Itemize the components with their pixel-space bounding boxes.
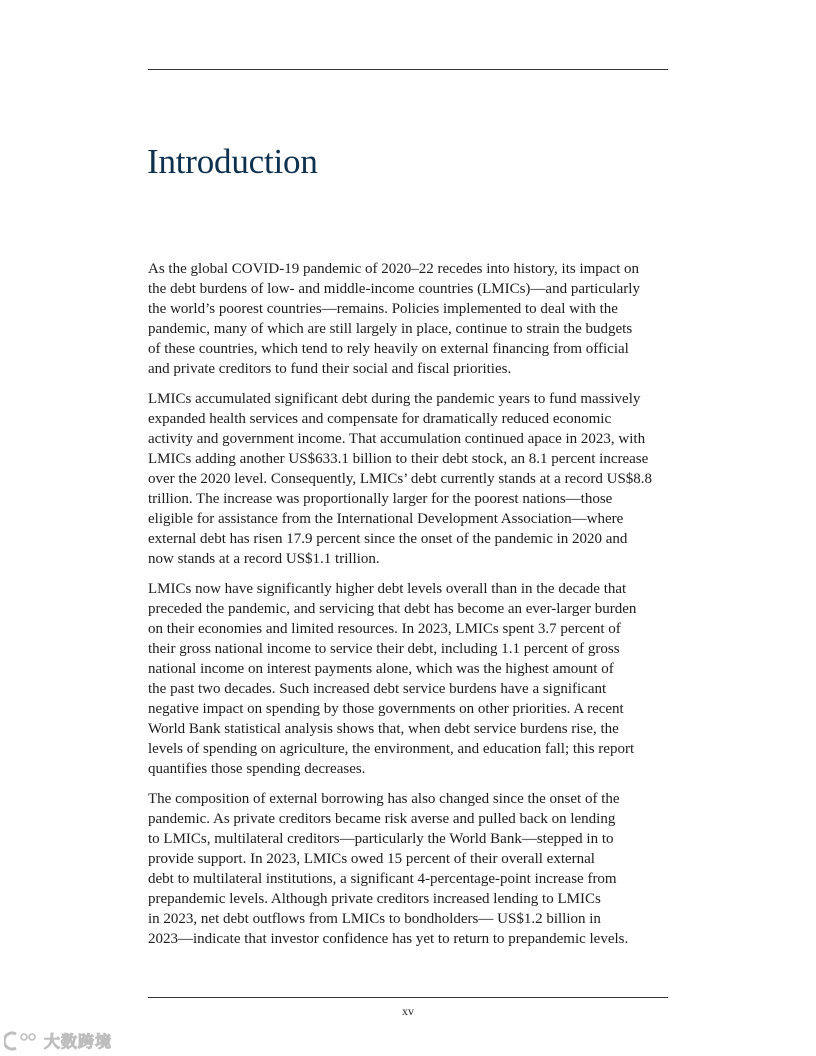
watermark (4, 1029, 112, 1052)
paragraph-line: eligible for assistance from the International Development Association—where (148, 511, 624, 527)
paragraph-line: on their economies and limited resources. In 2023, LMICs spent 3.7 percent of (148, 621, 621, 637)
paragraph-line: debt to multilateral institutions, a significant 4-percentage-point increase from (148, 871, 617, 887)
body-text (148, 259, 668, 959)
paragraph-line: and private creditors to fund their social and fiscal priorities. (148, 361, 512, 377)
paragraph-line: negative impact on spending by those governments on other priorities. A recent (148, 701, 624, 717)
watermark-logo-icon (4, 1031, 40, 1051)
paragraph-line: 2023—indicate that investor confidence has yet to return to prepandemic levels. (148, 931, 629, 947)
paragraph-line: levels of spending on agriculture, the environment, and education fall; this report (148, 741, 635, 757)
paragraph-line: LMICs accumulated significant debt during the pandemic years to fund massively (148, 391, 641, 407)
paragraph-line: now stands at a record US$1.1 trillion. (148, 551, 380, 567)
paragraph-line: LMICs now have significantly higher debt levels overall than in the decade that (148, 581, 627, 597)
paragraph-line: national income on interest payments alone, which was the highest amount of (148, 661, 614, 677)
paragraph-line: in 2023, net debt outflows from LMICs to bondholders— US$1.2 billion in (148, 911, 601, 927)
watermark-text: 大数跨境 (44, 1032, 113, 1051)
paragraph-line: the past two decades. Such increased debt service burdens have a significant (148, 681, 607, 697)
paragraph-4 (148, 789, 668, 949)
paragraph-line: external debt has risen 17.9 percent since the onset of the pandemic in 2020 and (148, 531, 628, 547)
paragraph-line: World Bank statistical analysis shows that, when debt service burdens rise, the (148, 721, 619, 737)
paragraph-line: the debt burdens of low- and middle-income countries (LMICs)—and particularly (148, 281, 640, 297)
paragraph-2 (148, 389, 668, 569)
top-rule (148, 69, 668, 70)
paragraph-line: their gross national income to service their debt, including 1.1 percent of gross (148, 641, 620, 657)
paragraph-line: LMICs adding another US$633.1 billion to their debt stock, an 8.1 percent increase (148, 451, 649, 467)
paragraph-line: over the 2020 level. Consequently, LMICs’ debt currently stands at a record US$8.8 (148, 471, 653, 487)
page-number: xv (402, 1004, 414, 1018)
paragraph-line: The composition of external borrowing has also changed since the onset of the (148, 791, 620, 807)
paragraph-line: pandemic. As private creditors became risk averse and pulled back on lending (148, 811, 616, 827)
paragraph-line: preceded the pandemic, and servicing that debt has become an ever-larger burden (148, 601, 637, 617)
page-title: Introduction (147, 142, 318, 181)
paragraph-line: of these countries, which tend to rely heavily on external financing from official (148, 341, 629, 357)
paragraph-line: pandemic, many of which are still largely in place, continue to strain the budgets (148, 321, 633, 337)
bottom-rule (148, 997, 668, 998)
paragraph-line: activity and government income. That accumulation continued apace in 2023, with (148, 431, 646, 447)
paragraph-line: As the global COVID-19 pandemic of 2020–22 recedes into history, its impact on (148, 261, 640, 277)
paragraph-line: the world’s poorest countries—remains. Policies implemented to deal with the (148, 301, 618, 317)
paragraph-line: quantifies those spending decreases. (148, 761, 366, 777)
paragraph-3 (148, 579, 668, 779)
paragraph-line: to LMICs, multilateral creditors—particularly the World Bank—stepped in to (148, 831, 614, 847)
paragraph-line: provide support. In 2023, LMICs owed 15 percent of their overall external (148, 851, 595, 867)
paragraph-line: expanded health services and compensate for dramatically reduced economic (148, 411, 612, 427)
paragraph-1 (148, 259, 668, 379)
paragraph-line: trillion. The increase was proportionally larger for the poorest nations—those (148, 491, 613, 507)
paragraph-line: prepandemic levels. Although private creditors increased lending to LMICs (148, 891, 601, 907)
